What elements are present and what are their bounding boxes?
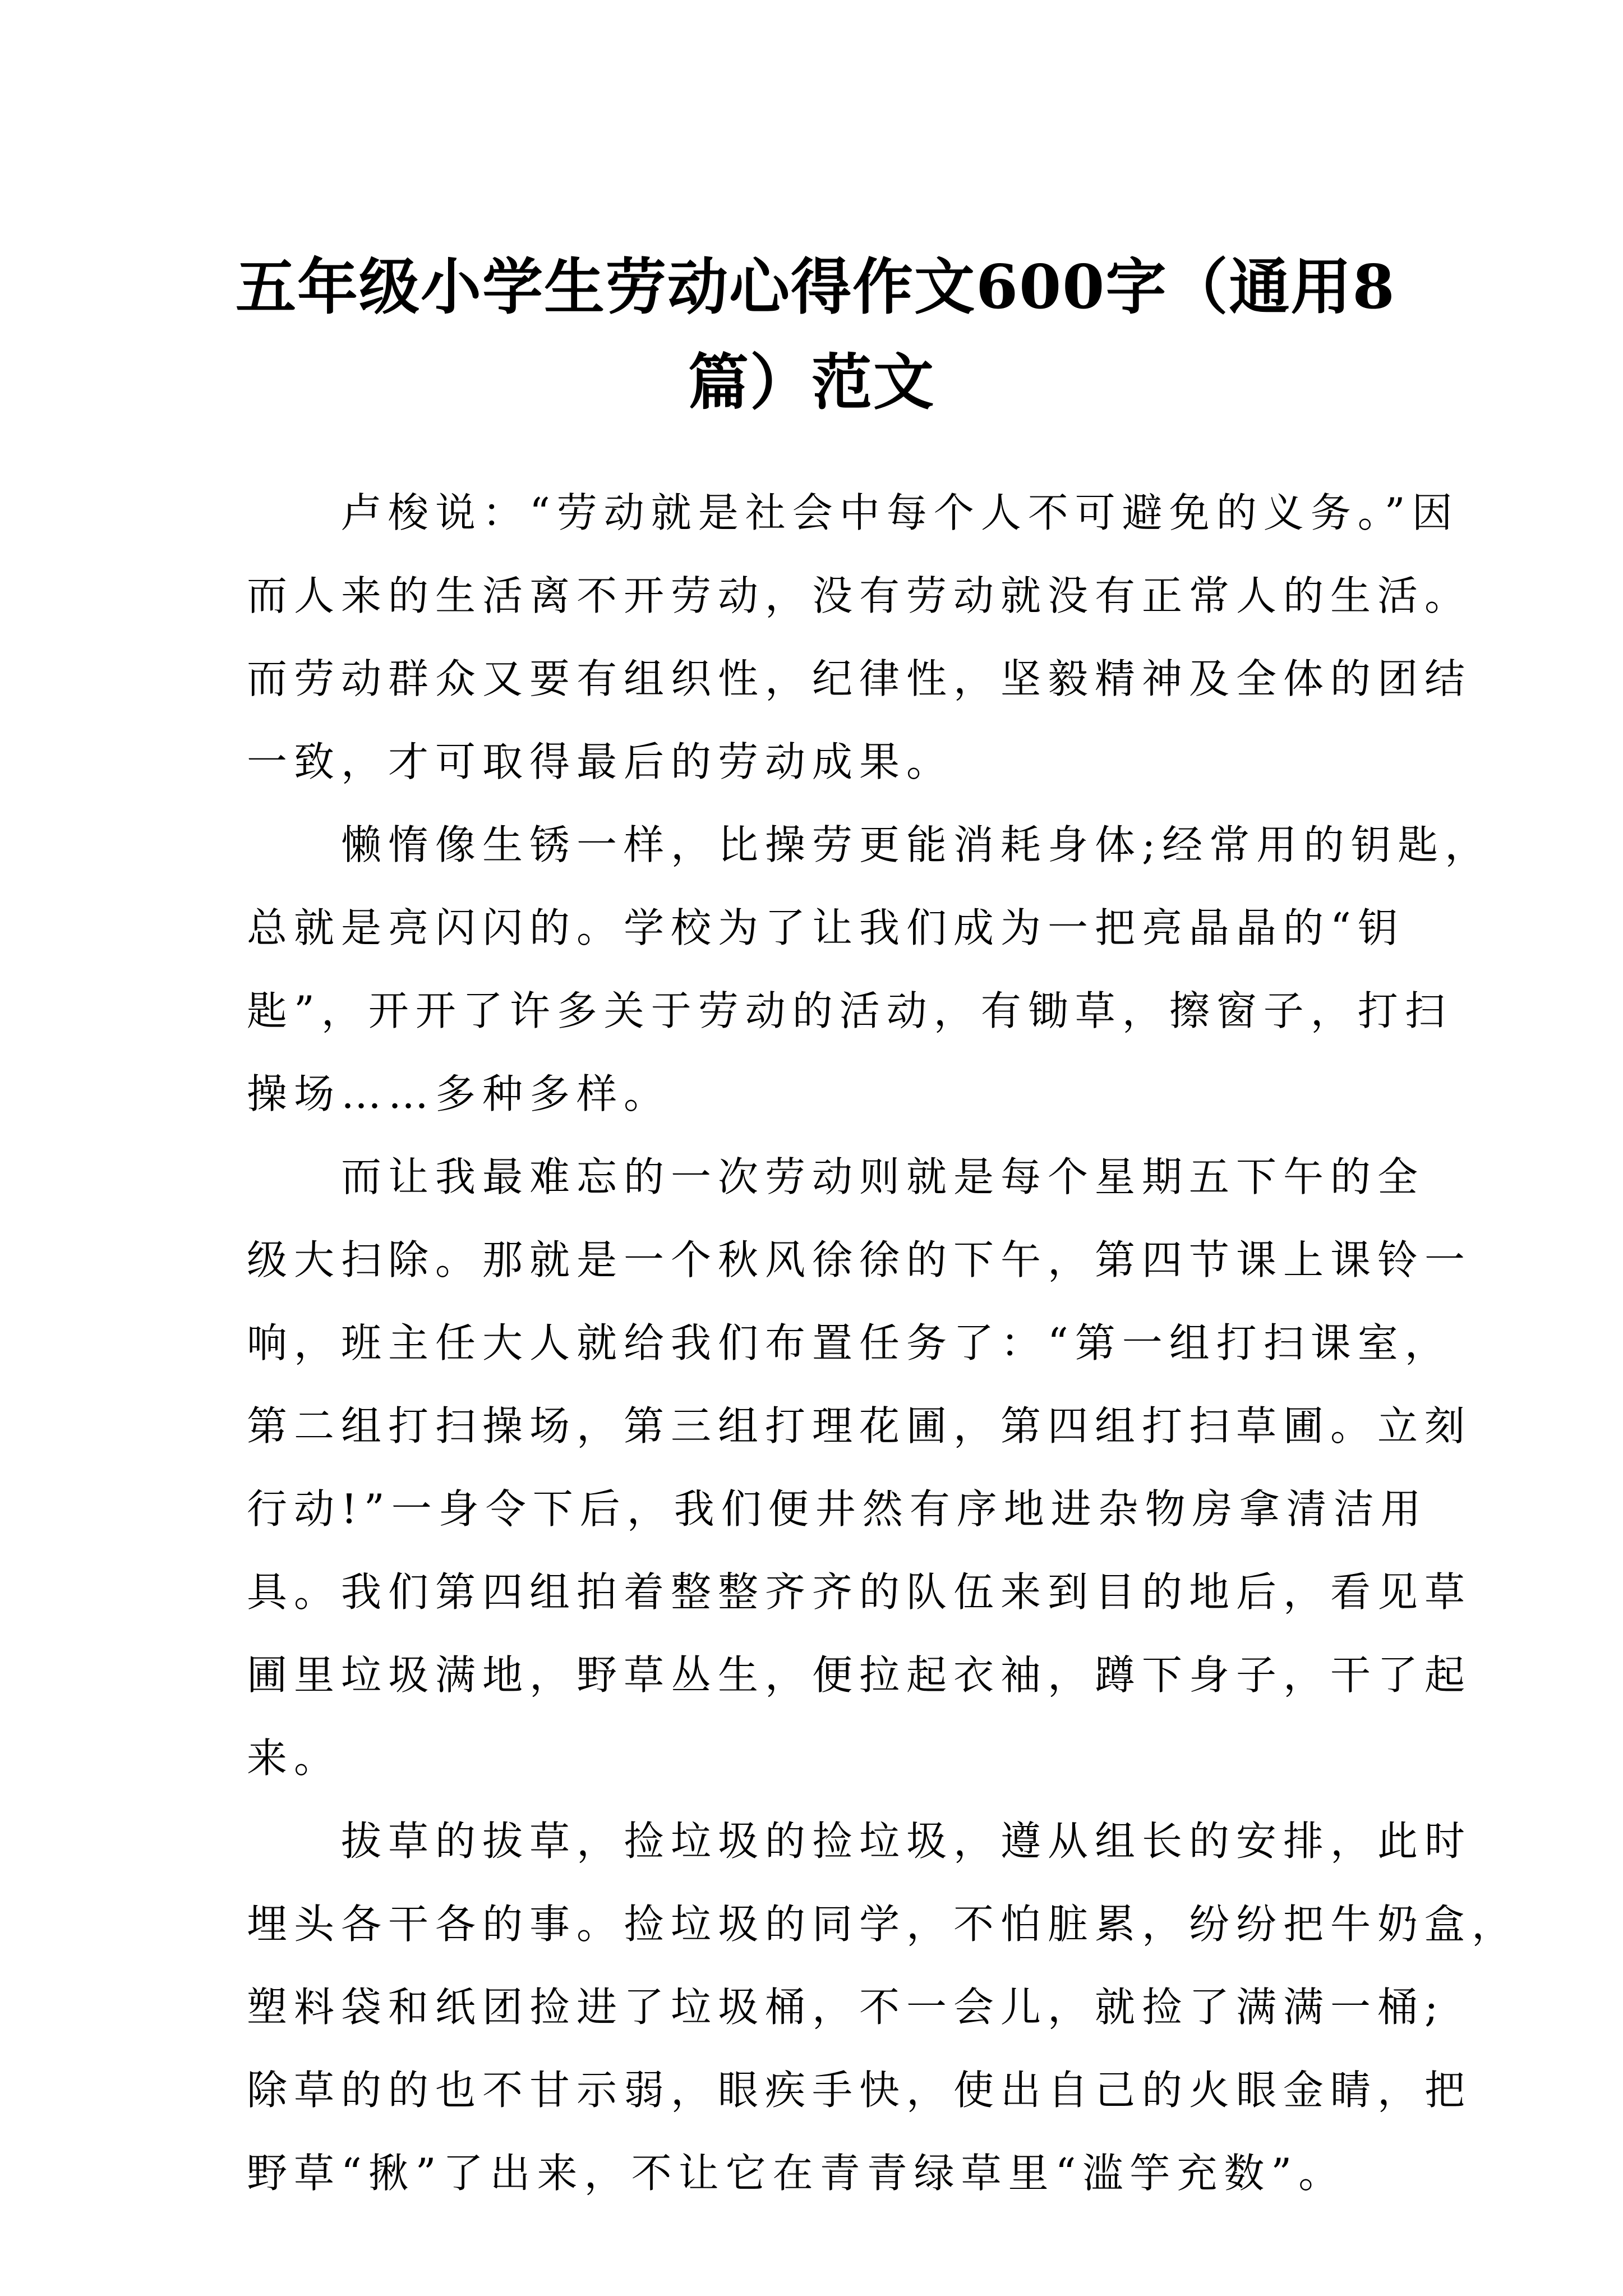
title-line: 五年级小学生劳动心得作文600字（通用8 [236,252,1396,323]
text-line: 具。我们第四组拍着整整齐齐的队伍来到目的地后，看见草 [247,1568,1472,1616]
text-line: 而让我最难忘的一次劳动则就是每个星期五下午的全 [341,1153,1425,1200]
text-line: 拔草的拔草，捡垃圾的捡垃圾，遵从组长的安排，此时 [341,1818,1472,1865]
text-line: 而人来的生活离不开劳动，没有劳动就没有正常人的生活。 [247,572,1472,619]
paragraph-4 [247,1800,1519,2215]
text-line: 圃里垃圾满地，野草丛生，便拉起衣袖，蹲下身子，干了起 [247,1651,1472,1699]
text-line: 塑料袋和纸团捡进了垃圾桶，不一会儿，就捡了满满一桶; [247,1984,1445,2031]
document-title [236,240,1396,430]
paragraph-1 [247,471,1472,803]
text-line: 操场……多种多样。 [247,1070,671,1117]
text-line: 总就是亮闪闪的。学校为了让我们成为一把亮晶晶的“钥 [247,904,1405,951]
text-line: 级大扫除。那就是一个秋风徐徐的下午，第四节课上课铃一 [247,1236,1472,1283]
text-line: 响，班主任大人就给我们布置任务了：“第一组打扫课室， [247,1319,1452,1366]
document-body [247,471,1519,2215]
paragraph-3 [247,1135,1472,1800]
text-line: 而劳动群众又要有组织性，纪律性，坚毅精神及全体的团结 [247,655,1472,702]
text-line: 埋头各干各的事。捡垃圾的同学，不怕脏累，纷纷把牛奶盒， [247,1901,1519,1948]
paragraph-2 [247,803,1492,1135]
text-line: 来。 [247,1734,342,1782]
text-line: 一致，才可取得最后的劳动成果。 [247,738,954,785]
text-line: 懒惰像生锈一样，比操劳更能消耗身体;经常用的钥匙， [341,821,1492,868]
text-line: 行动!”一身令下后，我们便井然有序地进杂物房拿清洁用 [247,1485,1428,1533]
text-line: 卢梭说：“劳动就是社会中每个人不可避免的义务。”因 [341,489,1459,536]
text-line: 第二组打扫操场，第三组打理花圃，第四组打扫草圃。立刻 [247,1402,1472,1450]
text-line: 匙”，开开了许多关于劳动的活动，有锄草，擦窗子，打扫 [247,987,1452,1034]
title-line: 篇）范文 [688,347,935,418]
text-line: 野草“揪”了出来，不让它在青青绿草里“滥竽充数”。 [247,2150,1346,2197]
text-line: 除草的的也不甘示弱，眼疾手快，使出自己的火眼金睛，把 [247,2067,1472,2114]
